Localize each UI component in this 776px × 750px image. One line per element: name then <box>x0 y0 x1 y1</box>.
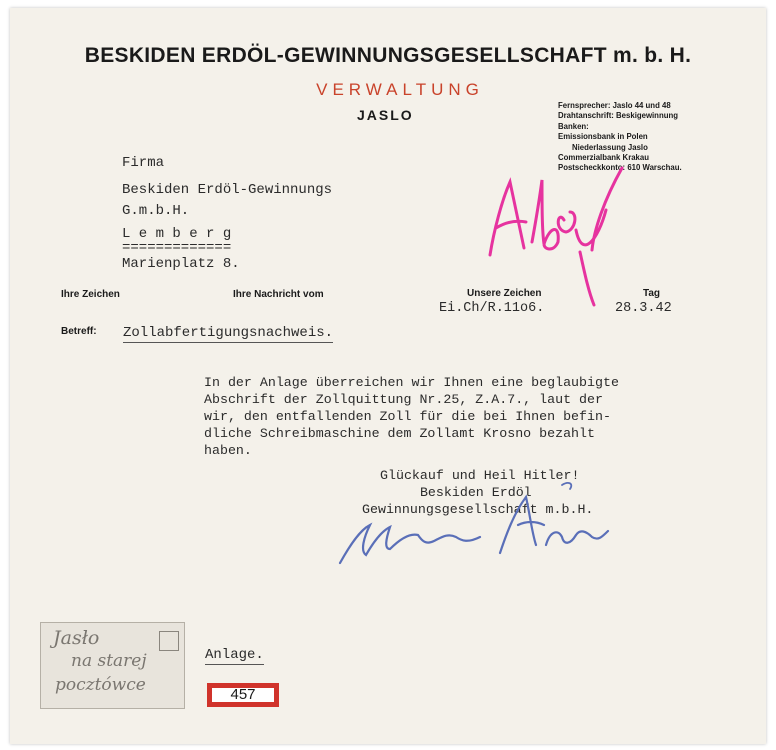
closing-line: Gewinnungsgesellschaft m.b.H. <box>362 502 594 517</box>
stamp-line: pocztówce <box>55 675 146 695</box>
unsere-zeichen-label: Unsere Zeichen <box>467 288 542 299</box>
address-line: L e m b e r g <box>122 226 232 242</box>
stamp-line: na starej <box>71 651 147 671</box>
blue-signature <box>330 475 620 575</box>
address-line: G.m.b.H. <box>122 203 190 219</box>
tag-label: Tag <box>643 288 661 299</box>
recipient-address <box>122 153 332 275</box>
department-name: VERWALTUNG <box>316 80 484 99</box>
enclosure-note: Anlage. <box>205 647 264 663</box>
company-name: BESKIDEN ERDÖL-GEWINNUNGSGESELLSCHAFT m. b. H. <box>84 44 692 67</box>
tag-value: 28.3.42 <box>615 301 672 316</box>
archive-watermark-stamp <box>40 622 185 709</box>
body-line: wir, den entfallenden Zoll für die bei Ihnen befin- <box>204 409 611 424</box>
subject-label: Betreff: <box>61 326 97 337</box>
address-line: Beskiden Erdöl-Gewinnungs <box>122 182 333 198</box>
stamp-line: Jasło <box>53 627 100 649</box>
body-line: In der Anlage überreichen wir Ihnen eine beglaubigte <box>204 375 619 390</box>
closing-line: Glückauf und Heil Hitler! <box>380 468 580 483</box>
address-line: Marienplatz 8. <box>122 256 240 272</box>
ihre-zeichen-label: Ihre Zeichen <box>61 289 120 300</box>
contact-line: Drahtanschrift: Beskigewinnung <box>558 111 678 121</box>
archive-number-label <box>207 683 279 707</box>
body-line: dliche Schreibmaschine dem Zollamt Krosno bezahlt <box>204 426 595 441</box>
contact-line: Emissionsbank in Polen <box>558 132 648 142</box>
unsere-zeichen-value: Ei.Ch/R.11o6. <box>439 301 545 316</box>
contact-line: Commerzialbank Krakau <box>558 153 649 163</box>
contact-line: Niederlassung Jaslo <box>572 142 648 152</box>
contact-line: Fernsprecher: Jaslo 44 und 48 <box>558 101 671 110</box>
archive-number: 457 <box>230 686 256 703</box>
body-line: Abschrift der Zollquittung Nr.25, Z.A.7., laut der <box>204 392 603 407</box>
letter-body <box>204 374 619 459</box>
ihre-nachricht-label: Ihre Nachricht vom <box>233 289 324 300</box>
closing-line: Beskiden Erdöl <box>396 485 532 500</box>
address-line: ============= <box>122 240 232 256</box>
address-line: Firma <box>122 155 165 171</box>
contact-line: Banken: <box>558 121 589 131</box>
body-line: haben. <box>204 443 252 458</box>
stamp-square-icon <box>159 631 179 651</box>
company-city: JASLO <box>357 107 414 123</box>
subject-value: Zollabfertigungsnachweis. <box>123 325 334 341</box>
contact-line: Postscheckkonto: 610 Warschau. <box>558 163 682 173</box>
